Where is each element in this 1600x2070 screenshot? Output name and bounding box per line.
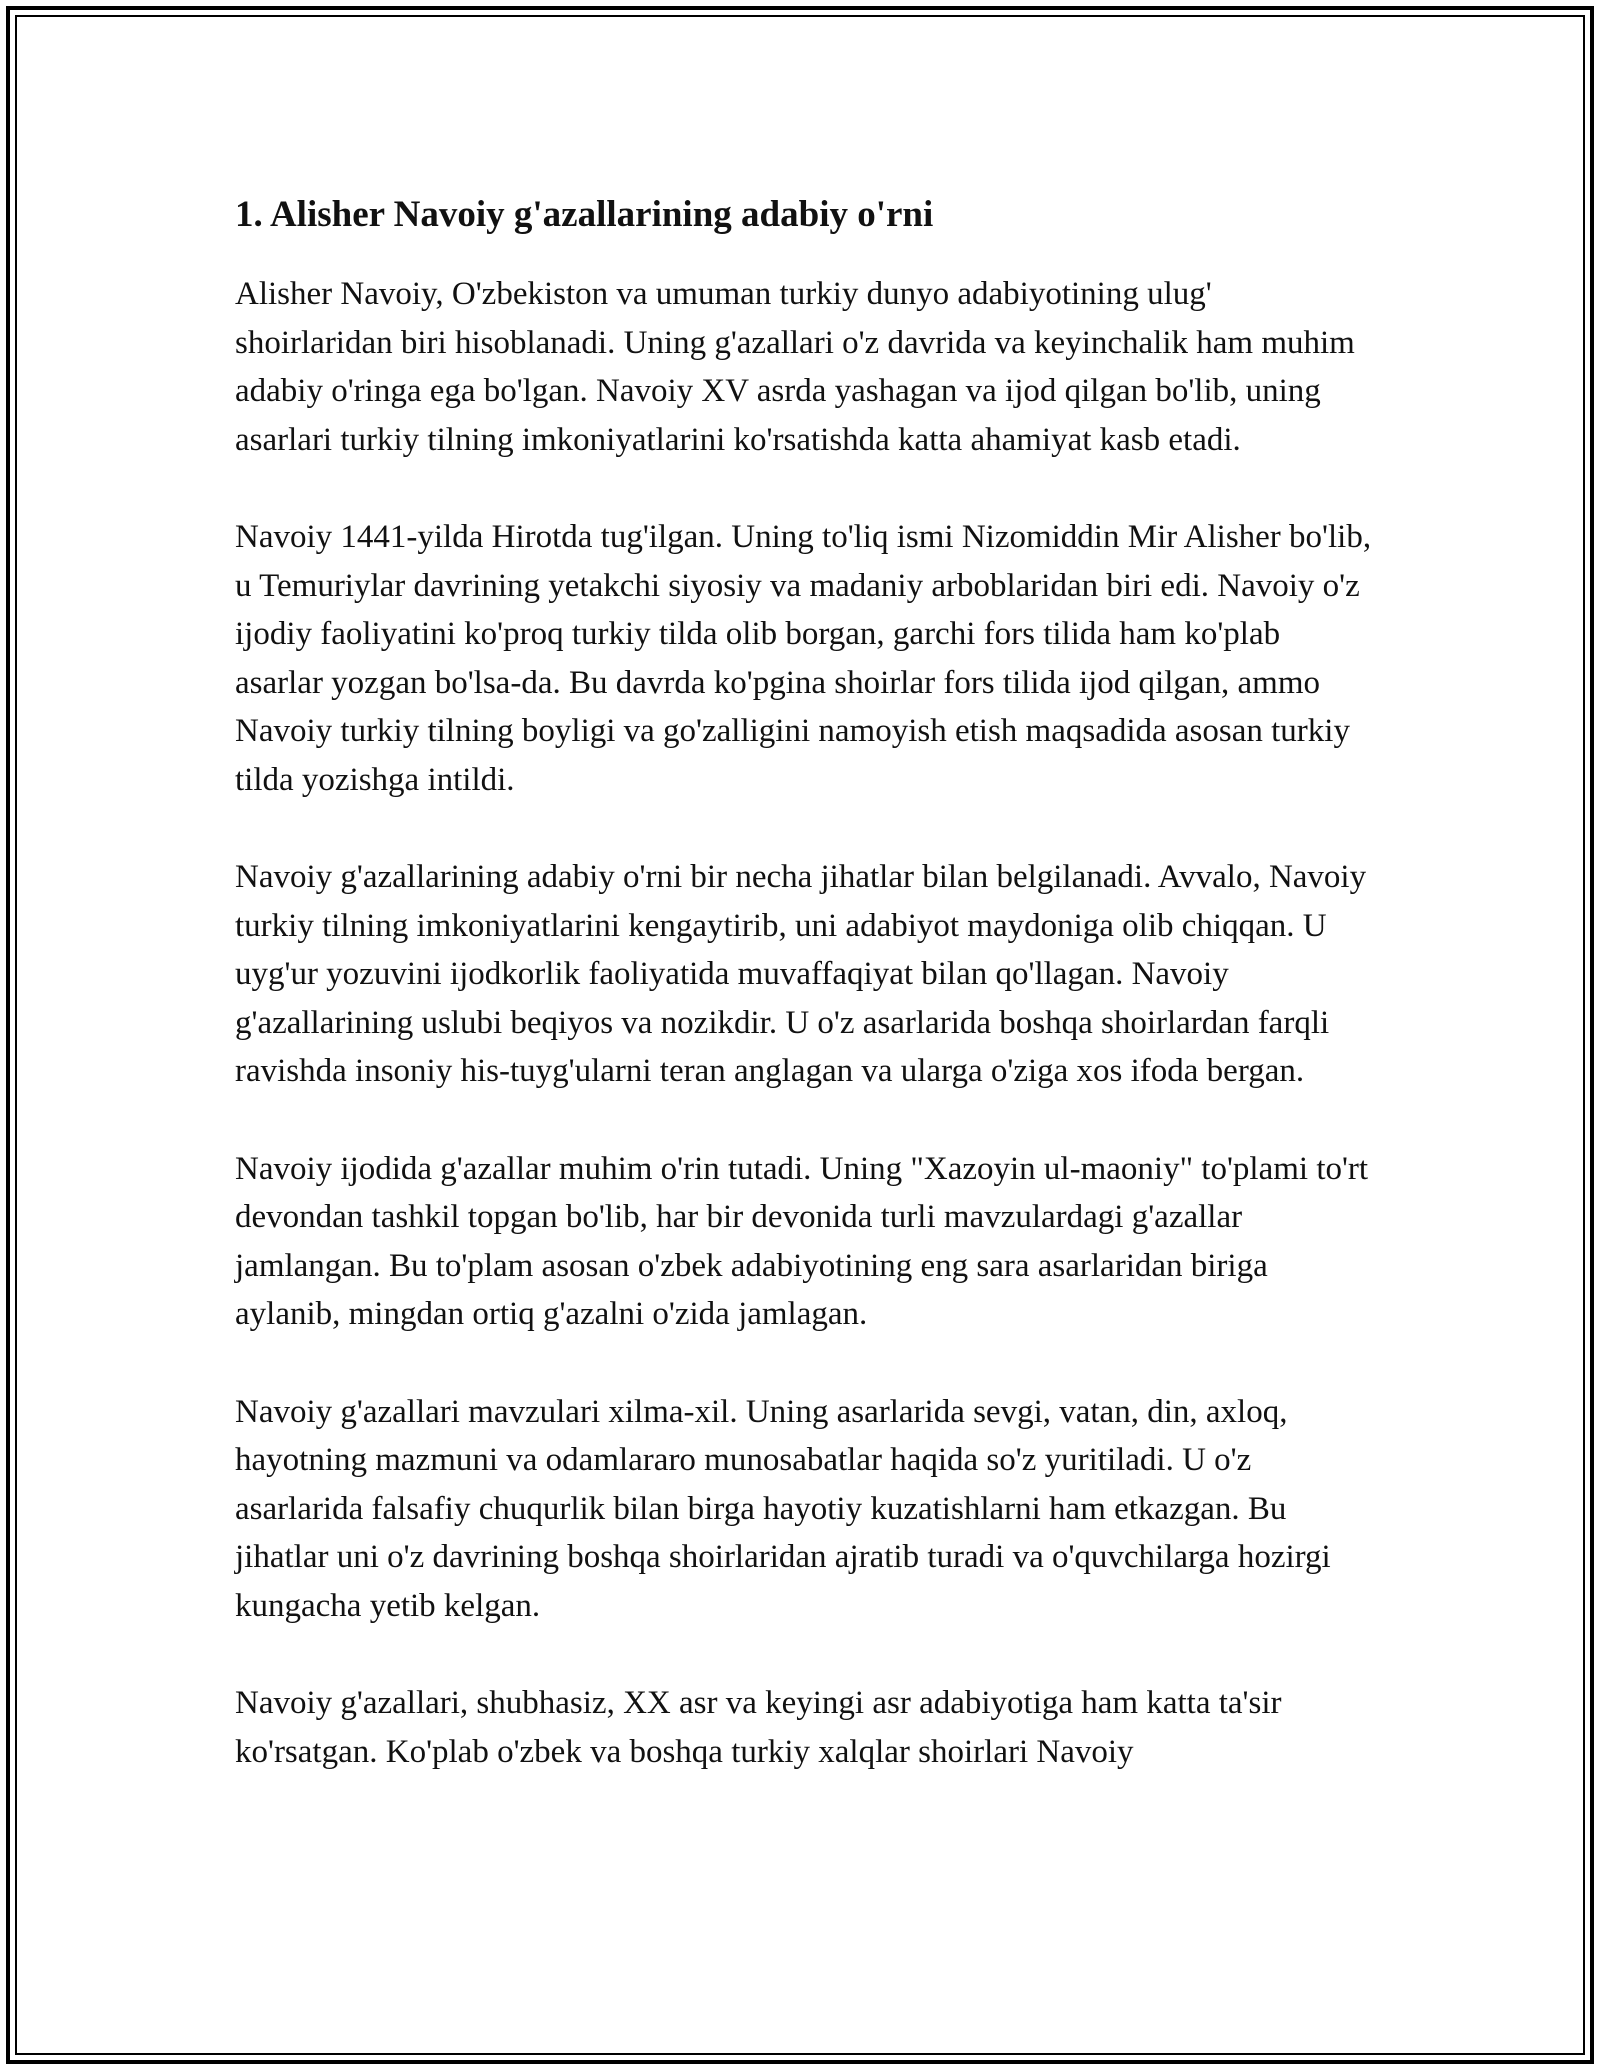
paragraph-2: Navoiy 1441-yilda Hirotda tug'ilgan. Uning to'liq ismi Nizomiddin Mir Alisher bo'lib, u Temuriylar davrining yetakchi siyosiy va madaniy arboblaridan biri edi. Navoiy o'z ijodiy faoliyatini ko'proq turkiy tilda olib borgan, garchi fors tilida ham ko'plab asarlar yozgan bo'lsa-da. Bu davrda ko'pgina shoirlar fors tilida ijod qilgan, ammo Navoiy turkiy tilning boyligi va go'zalligini namoyish etish maqsadida asosan turkiy tilda yozishga intildi. bbox=[235, 519, 1372, 798]
document-body bbox=[235, 185, 1375, 1825]
section-heading: 1. Alisher Navoiy g'azallarining adabiy o'rni bbox=[235, 194, 934, 235]
paragraph-6: Navoiy g'azallari, shubhasiz, XX asr va keyingi asr adabiyotiga ham katta ta'sir ko'rsatgan. Ko'plab o'zbek va boshqa turkiy xalqlar shoirlari Navoiy bbox=[235, 1685, 1282, 1770]
paragraph-5: Navoiy g'azallari mavzulari xilma-xil. Uning asarlarida sevgi, vatan, din, axloq, hayotning mazmuni va odamlararo munosabatlar haqida so'z yuritiladi. U o'z asarlarida falsafiy chuqurlik bilan birga hayotiy kuzatishlarni ham etkazgan. Bu jihatlar uni o'z davrining boshqa shoirlaridan ajratib turadi va o'quvchilarga hozirgi kungacha yetib kelgan. bbox=[235, 1393, 1331, 1624]
paragraph-3: Navoiy g'azallarining adabiy o'rni bir necha jihatlar bilan belgilanadi. Avvalo, Navoiy turkiy tilning imkoniyatlarini kengaytirib, uni adabiyot maydoniga olib chiqqan. U uyg'ur yozuvini ijodkorlik faoliyatida muvaffaqiyat bilan qo'llagan. Navoiy g'azallarining uslubi beqiyos va nozikdir. U o'z asarlarida boshqa shoirlardan farqli ravishda insoniy his-tuyg'ularni teran anglagan va ularga o'ziga xos ifoda bergan. bbox=[235, 859, 1367, 1089]
paragraph-1: Alisher Navoiy, O'zbekiston va umuman turkiy dunyo adabiyotining ulug' shoirlaridan biri hisoblanadi. Uning g'azallari o'z davrida va keyinchalik ham muhim adabiy o'ringa ega bo'lgan. Navoiy XV asrda yashagan va ijod qilgan bo'lib, uning asarlari turkiy tilning imkoniyatlarini ko'rsatishda katta ahamiyat kasb etadi. bbox=[235, 276, 1355, 458]
paragraph-4: Navoiy ijodida g'azallar muhim o'rin tutadi. Uning "Xazoyin ul-maoniy" to'plami to'rt devondan tashkil topgan bo'lib, har bir devonida turli mavzulardagi g'azallar jamlangan. Bu to'plam asosan o'zbek adabiyotining eng sara asarlaridan biriga aylanib, mingdan ortiq g'azalni o'zida jamlagan. bbox=[235, 1150, 1369, 1332]
